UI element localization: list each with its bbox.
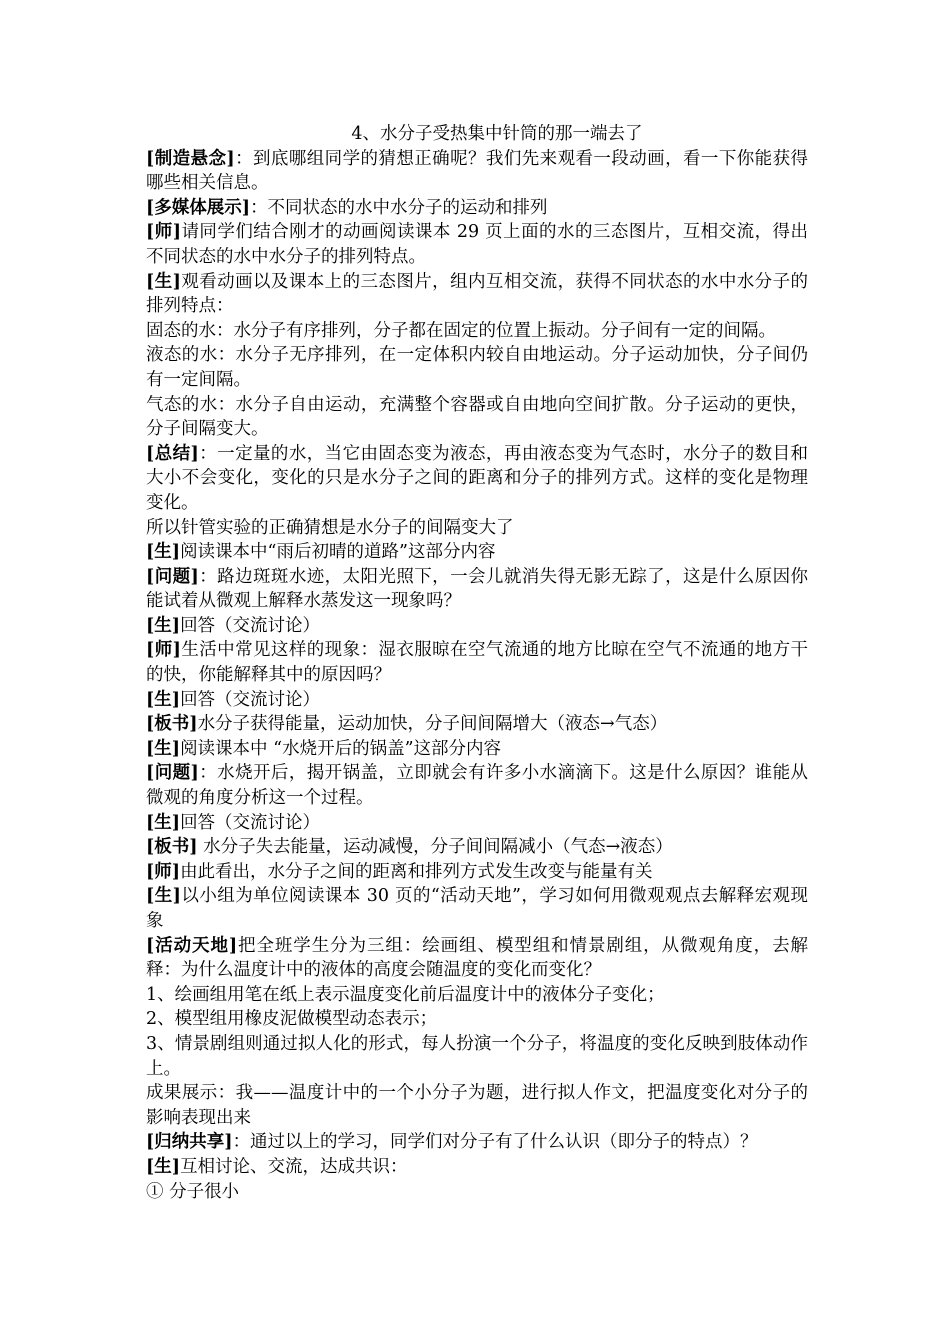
paragraph-text: 阅读课本中 “水烧开后的锅盖”这部分内容	[180, 738, 502, 759]
paragraph-text: 阅读课本中“雨后初晴的道路”这部分内容	[180, 542, 496, 563]
paragraph-text: 水分子获得能量，运动加快，分子间间隔增大（液态→气态）	[197, 714, 668, 735]
paragraph-text: ：一定量的水，当它由固态变为液态，再由液态变为气态时，水分子的数目和大小不会变化，变化的只是水分子之间的距离和分子的排列方式。这样的变化是物理变化。	[146, 443, 808, 513]
paragraph	[146, 761, 808, 810]
paragraph-text: 气态的水：水分子自由运动，充满整个容器或自由地向空间扩散。分子运动的更快，分子间隔变大。	[146, 394, 808, 440]
paragraph-tag: [师]	[146, 861, 181, 882]
paragraph-tag: [生]	[146, 689, 181, 710]
paragraph	[146, 393, 808, 442]
paragraph-text: 固态的水：水分子有序排列，分子都在固定的位置上振动。分子间有一定的间隔。	[146, 320, 776, 341]
paragraph-tag: [板书]	[146, 837, 198, 858]
paragraph	[146, 540, 808, 565]
paragraph	[146, 737, 808, 762]
paragraph-tag: [生]	[146, 886, 181, 907]
paragraph-text: 所以针管实验的正确猜想是水分子的间隔变大了	[146, 517, 514, 538]
paragraph-text: ：水烧开后，揭开锅盖，立即就会有许多小水滴滴下。这是什么原因？谁能从微观的角度分析这一个过程。	[146, 763, 808, 809]
paragraph-text: 观看动画以及课本上的三态图片，组内互相交流，获得不同状态的水中水分子的排列特点：	[146, 271, 809, 317]
paragraph-text: ：路边斑斑水迹，太阳光照下，一会儿就消失得无影无踪了，这是什么原因你能试着从微观上解释水蒸发这一现象吗？	[146, 566, 808, 612]
paragraph	[146, 1155, 808, 1180]
paragraph-tag: [生]	[146, 615, 181, 636]
paragraph-text: 水分子失去能量，运动减慢，分子间间隔减小（气态→液态）	[197, 837, 673, 858]
paragraph-tag: [生]	[146, 1156, 181, 1177]
paragraph	[146, 884, 808, 933]
paragraph-text: 回答（交流讨论）	[180, 689, 321, 710]
paragraph-tag: [板书]	[146, 714, 198, 735]
paragraph-tag: [制造悬念]	[146, 148, 235, 169]
paragraph-text: 以小组为单位阅读课本 30 页的“活动天地”，学习如何用微观观点去解释宏观现象	[146, 886, 808, 931]
paragraph	[146, 614, 808, 639]
paragraph	[146, 638, 808, 687]
paragraph-tag: [生]	[146, 271, 181, 292]
paragraph	[146, 1032, 808, 1081]
paragraph	[146, 1180, 808, 1205]
paragraph-text: 液态的水：水分子无序排列，在一定体积内较自由地运动。分子运动加快，分子间仍有一定间隔。	[146, 345, 808, 390]
paragraph	[146, 516, 808, 541]
paragraph	[146, 983, 808, 1008]
paragraph	[146, 1081, 808, 1130]
paragraph-text: 3、情景剧组则通过拟人化的形式，每人扮演一个分子，将温度的变化反映到肢体动作上。	[146, 1033, 808, 1079]
paragraph-text: ：通过以上的学习，同学们对分子有了什么认识（即分子的特点）？	[232, 1132, 758, 1153]
paragraph	[146, 196, 808, 221]
paragraph-tag: [活动天地]	[146, 935, 238, 956]
paragraph	[146, 147, 808, 196]
paragraph-tag: [师]	[146, 640, 181, 661]
paragraph	[146, 220, 808, 269]
paragraph-text: ：不同状态的水中水分子的运动和排列	[250, 197, 548, 218]
paragraph	[146, 270, 808, 319]
paragraph	[146, 319, 808, 344]
paragraph-text: 回答（交流讨论）	[180, 812, 321, 833]
paragraph	[146, 343, 808, 392]
paragraph-tag: [生]	[146, 542, 181, 563]
paragraph-text: 由此看出，水分子之间的距离和排列方式发生改变与能量有关	[180, 861, 653, 882]
paragraph-tag: [师]	[146, 222, 181, 243]
paragraph	[146, 934, 808, 983]
paragraph	[146, 1130, 808, 1155]
paragraph-tag: [生]	[146, 812, 181, 833]
paragraph-tag: [问题]	[146, 763, 199, 784]
paragraph-text: 生活中常见这样的现象：湿衣服晾在空气流通的地方比晾在空气不流通的地方干的快，你能解释其中的原因吗？	[146, 640, 809, 686]
paragraph	[146, 860, 808, 885]
paragraph-text: 回答（交流讨论）	[180, 615, 321, 636]
paragraph-tag: [总结]	[146, 443, 199, 464]
document-body	[146, 122, 808, 1204]
paragraph	[146, 811, 808, 836]
paragraph-text: 成果展示：我——温度计中的一个小分子为题，进行拟人作文，把温度变化对分子的影响表现出来	[146, 1083, 808, 1128]
paragraph	[146, 688, 808, 713]
paragraph	[146, 712, 808, 737]
paragraph-text: 请同学们结合刚才的动画阅读课本 29 页上面的水的三态图片，互相交流，得出不同状态的水中水分子的排列特点。	[146, 222, 808, 267]
paragraph-text: ① 分子很小	[146, 1181, 240, 1202]
paragraph-list	[146, 147, 808, 1205]
paragraph	[146, 442, 808, 516]
section-heading: 4、水分子受热集中针筒的那一端去了	[351, 124, 643, 144]
paragraph-tag: [生]	[146, 738, 181, 759]
paragraph	[146, 565, 808, 614]
paragraph-text: ：到底哪组同学的猜想正确呢？我们先来观看一段动画，看一下你能获得哪些相关信息。	[146, 148, 809, 194]
paragraph-tag: [多媒体展示]	[146, 197, 251, 218]
paragraph-tag: [问题]	[146, 566, 199, 587]
paragraph-text: 1、绘画组用笔在纸上表示温度变化前后温度计中的液体分子变化；	[146, 984, 665, 1005]
paragraph-text: 把全班学生分为三组：绘画组、模型组和情景剧组，从微观角度，去解释：为什么温度计中的液体的高度会随温度的变化而变化？	[146, 935, 809, 981]
paragraph	[146, 1007, 808, 1032]
paragraph-tag: [归纳共享]	[146, 1132, 233, 1153]
paragraph	[146, 835, 808, 860]
paragraph-text: 互相讨论、交流，达成共识：	[180, 1156, 408, 1177]
paragraph-text: 2、模型组用橡皮泥做模型动态表示；	[146, 1009, 438, 1030]
